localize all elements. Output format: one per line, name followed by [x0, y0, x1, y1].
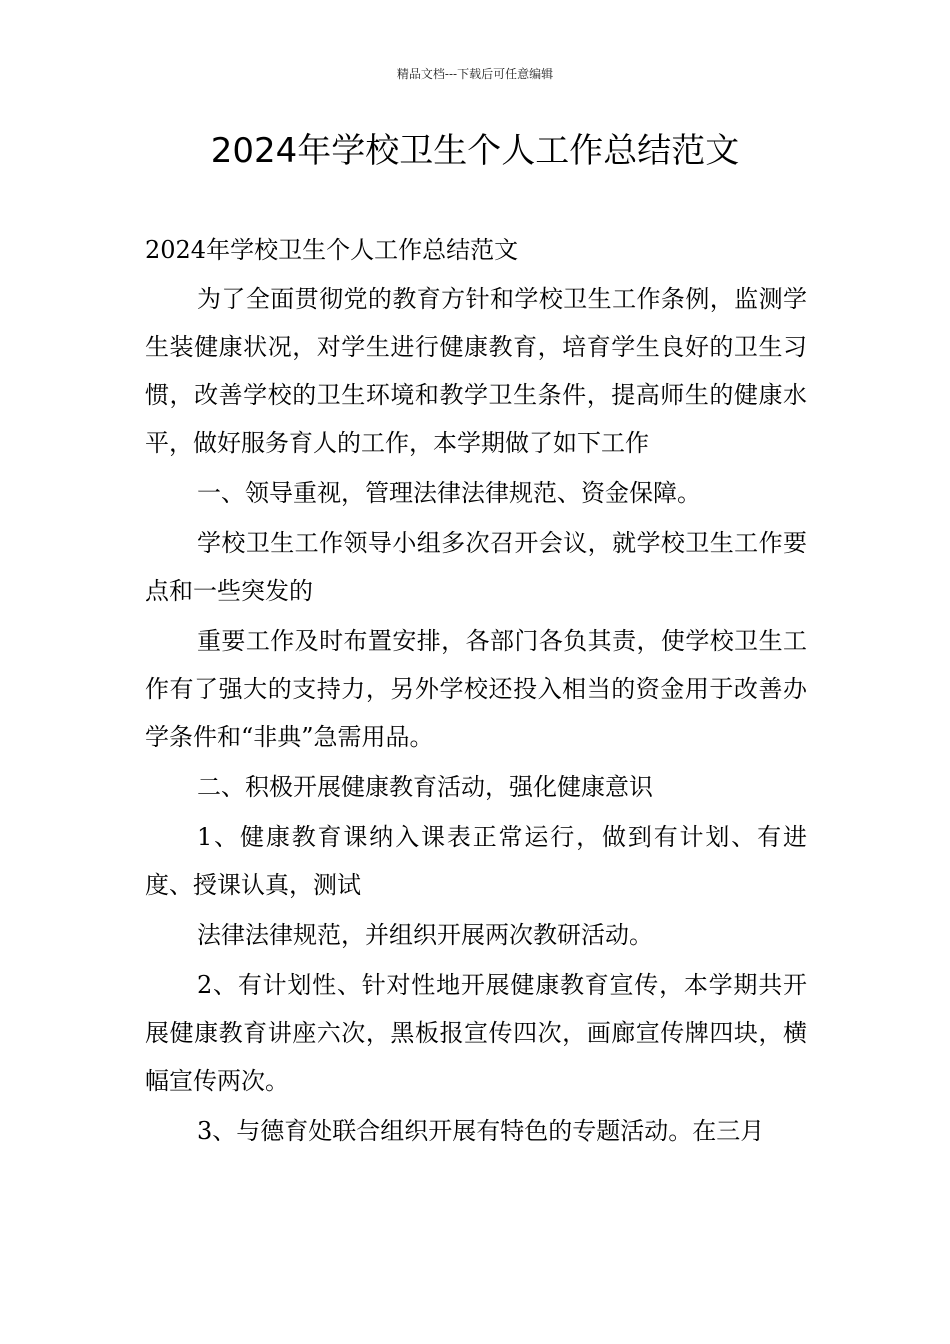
- body-paragraph: 学校卫生工作领导小组多次召开会议，就学校卫生工作要点和一些突发的: [145, 529, 807, 605]
- body-paragraph: 3、与德育处联合组织开展有特色的专题活动。在三月: [197, 1117, 765, 1145]
- section-heading-2: 二、积极开展健康教育活动，强化健康意识: [197, 773, 653, 801]
- document-body: [145, 226, 807, 1155]
- body-paragraph: 2、有计划性、针对性地开展健康教育宣传，本学期共开展健康教育讲座六次，黑板报宣传四次，画廊宣传牌四块，横幅宣传两次。: [145, 971, 807, 1095]
- body-paragraph: 重要工作及时布置安排，各部门各负其责，使学校卫生工作有了强大的支持力，另外学校还投入相当的资金用于改善办学条件和“非典”急需用品。: [145, 627, 807, 751]
- header-note: 精品文档---下载后可任意编辑: [396, 67, 554, 81]
- intro-paragraph: 为了全面贯彻党的教育方针和学校卫生工作条例，监测学生装健康状况，对学生进行健康教育，培育学生良好的卫生习惯，改善学校的卫生环境和教学卫生条件，提高师生的健康水平，做好服务育人的工作，本学期做了如下工作: [145, 285, 807, 457]
- subtitle-paragraph: 2024年学校卫生个人工作总结范文: [145, 236, 519, 264]
- body-paragraph: 1、健康教育课纳入课表正常运行，做到有计划、有进度、授课认真，测试: [145, 823, 807, 899]
- section-heading-1: 一、领导重视，管理法律法律规范、资金保障。: [197, 479, 701, 507]
- document-title: 2024年学校卫生个人工作总结范文: [210, 131, 740, 171]
- body-paragraph: 法律法律规范，并组织开展两次教研活动。: [197, 921, 653, 949]
